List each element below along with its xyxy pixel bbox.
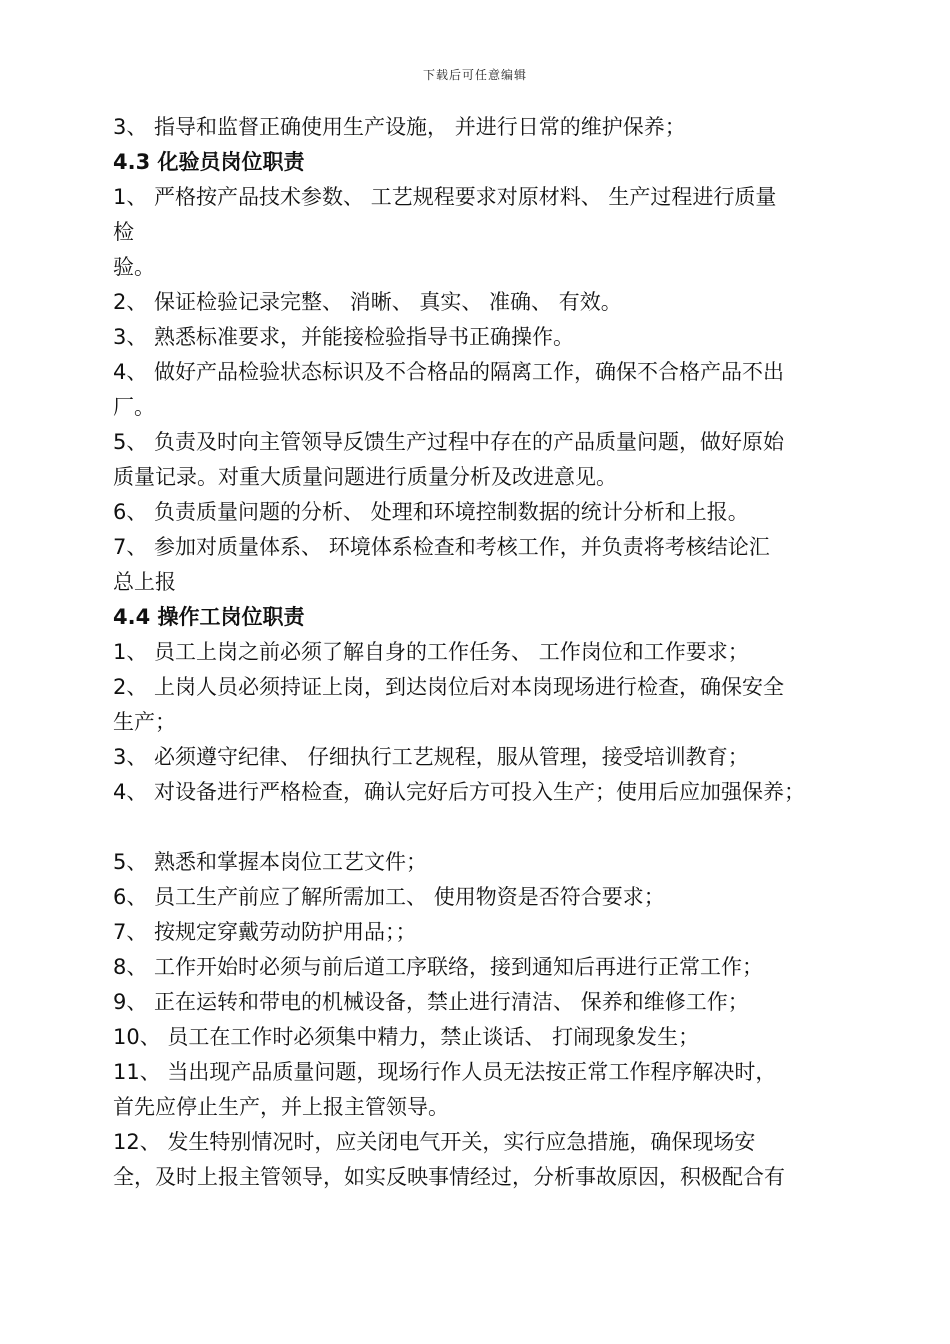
text-line: 4、 做好产品检验状态标识及不合格品的隔离工作，确保不合格产品不出 [113,360,785,384]
text-line: 4、 对设备进行严格检查，确认完好后方可投入生产；使用后应加强保养； [113,780,806,804]
text-line: 3、 熟悉标准要求，并能接检验指导书正确操作。 [113,325,575,349]
text-line: 1、 严格按产品技术参数、 工艺规程要求对原材料、 生产过程进行质量 [113,185,777,209]
text-line: 5、 熟悉和掌握本岗位工艺文件； [113,850,428,874]
text-line: 11、 当出现产品质量问题，现场行作人员无法按正常工作程序解决时， [113,1060,777,1084]
text-line: 厂。 [113,395,155,419]
text-line: 3、 指导和监督正确使用生产设施， 并进行日常的维护保养； [113,115,686,139]
text-line: 总上报 [113,570,176,594]
text-line: 全，及时上报主管领导，如实反映事情经过，分析事故原因，积极配合有 [113,1165,785,1189]
text-line: 8、 工作开始时必须与前后道工序联络，接到通知后再进行正常工作； [113,955,764,979]
text-line: 2、 保证检验记录完整、 消晰、 真实、 准确、 有效。 [113,290,622,314]
text-line: 检 [113,220,134,244]
text-line: 7、 参加对质量体系、 环境体系检查和考核工作，并负责将考核结论汇 [113,535,770,559]
text-line: 1、 员工上岗之前必须了解自身的工作任务、 工作岗位和工作要求； [113,640,749,664]
section-heading: 4.4 操作工岗位职责 [113,605,305,629]
text-line: 首先应停止生产，并上报主管领导。 [113,1095,449,1119]
text-line: 7、 按规定穿戴劳动防护用品；； [113,920,417,944]
text-line: 6、 员工生产前应了解所需加工、 使用物资是否符合要求； [113,885,665,909]
text-line: 12、 发生特别情况时，应关闭电气开关，实行应急措施，确保现场安 [113,1130,756,1154]
text-line: 6、 负责质量问题的分析、 处理和环境控制数据的统计分析和上报。 [113,500,749,524]
text-line: 2、 上岗人员必须持证上岗，到达岗位后对本岗现场进行检查，确保安全 [113,675,785,699]
text-line: 质量记录。对重大质量问题进行质量分析及改进意见。 [113,465,617,489]
text-line: 5、 负责及时向主管领导反馈生产过程中存在的产品质量问题，做好原始 [113,430,785,454]
page-header: 下载后可任意编辑 [422,68,527,82]
text-line: 生产； [113,710,176,734]
document-body [113,110,873,1195]
section-heading: 4.3 化验员岗位职责 [113,150,305,174]
text-line: 3、 必须遵守纪律、 仔细执行工艺规程，服从管理，接受培训教育； [113,745,749,769]
text-line: 验。 [113,255,155,279]
text-line: 9、 正在运转和带电的机械设备，禁止进行清洁、 保养和维修工作； [113,990,749,1014]
text-line: 10、 员工在工作时必须集中精力，禁止谈话、 打闹现象发生； [113,1025,700,1049]
blank-line [113,810,873,845]
